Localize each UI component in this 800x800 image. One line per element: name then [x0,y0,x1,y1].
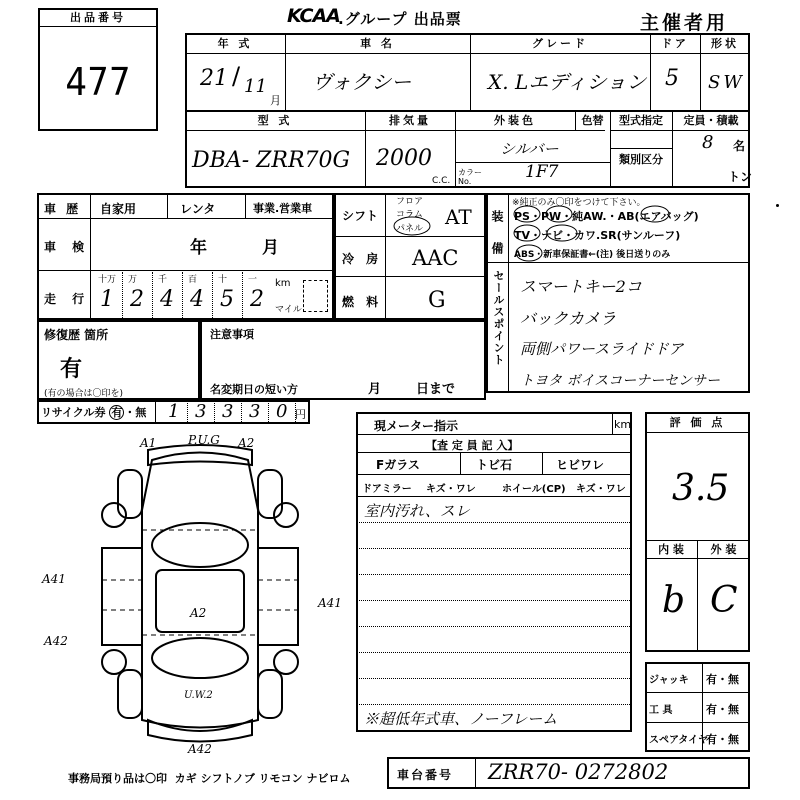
shift-option-floor[interactable]: フロア [396,197,424,207]
equipment-label: 装 備 [490,210,504,263]
recycle-unit: 円 [295,408,306,421]
inspection-label: 車 検 [44,240,91,254]
organizer-label: 主催者用 [640,12,729,34]
displacement-unit: C.C. [432,176,451,186]
name-change-month: 月 [368,382,382,397]
grade-value: X. Lエディション [488,70,647,94]
sales-point-1: スマートキー2コ [520,277,642,296]
ac-label: 冷 房 [342,252,383,266]
shape-value: SW [708,72,745,93]
diagram-label-a42-left: A42 [44,634,68,648]
equipment-row-2[interactable]: TV・ナビ・カワ.SR(サンルーフ) [514,229,681,242]
history-option-rental[interactable]: レンタ [180,202,216,216]
repair-label: 修復歴 箇所 [44,328,109,342]
type-label: 型 式 [257,114,293,127]
mileage-digit: 2 [130,287,144,312]
door-label: ドア [661,37,689,50]
mileage-digit: 4 [160,287,174,312]
mirror-label: ドアミラー [362,484,412,495]
sales-point-2: バックカメラ [520,309,617,328]
shift-option-column[interactable]: コラム [396,210,423,220]
fglass-label: Fガラス [376,458,420,472]
exterior-color-label: 外装色 [494,114,536,127]
door-value: 5 [665,66,679,91]
name-change-label: 名変期日の短い方 [210,383,298,396]
capacity-unit: 名 [733,139,746,153]
mileage-digit-label: 百 [188,275,198,285]
diagram-label-a2-top: A2 [238,436,255,450]
model-type-value: DBA- ZRR70G [192,148,351,173]
history-option-private[interactable]: 自家用 [100,202,137,216]
equipment-note: ※純正のみ〇印をつけて下さい。 [512,198,646,208]
inspector-comment-line: ※超低年式車、ノーフレーム [364,710,558,728]
notes-label: 注意事項 [210,328,254,341]
diagram-label-a41-right: A41 [318,596,342,610]
tool-value[interactable]: 有・無 [706,733,739,746]
panel-circle-mark [392,215,434,237]
mileage-digit-label: 十万 [98,275,117,285]
car-damage-diagram [40,430,360,760]
equipment-row-1[interactable]: PS・PW・純AW.・AB(エアバッグ) [514,210,699,223]
month-unit: 月 [270,94,281,107]
recycle-digit: 1 [168,401,180,422]
fuel-label: 燃 料 [342,295,383,309]
mile-label: マイル [275,305,302,315]
inspector-header: 【査 定 員 記 入】 [426,439,519,452]
rating-value: 3.5 [672,468,730,509]
tool-label: 工 具 [649,705,673,716]
tool-label: ジャッキ [649,675,689,686]
type-designation-label: 型式指定 [619,114,663,127]
recycle-digit: 3 [222,401,234,422]
exterior-value: C [710,580,738,621]
mileage-digit-label: 一 [248,275,258,285]
exterior-label: 外 装 [710,543,737,556]
grade-label: グレード [532,37,588,50]
inspection-year: 年 [190,238,207,258]
mirror-options[interactable]: キズ・ワレ [426,484,476,495]
year-value: 21 [200,66,228,91]
mile-checkbox[interactable] [303,280,328,312]
chassis-label: 車台番号 [397,768,454,782]
equipment-row-3[interactable]: ABS・新車保証書←(注) 後日送りのみ [514,250,671,260]
capacity-value: 8 [702,132,714,153]
shift-value: AT [445,205,472,229]
displacement-label: 排気量 [389,114,431,127]
meter-unit: km [614,418,632,431]
inspector-comment-line: 室内汚れ、スレ [364,502,470,520]
capacity-label: 定員・積載 [683,114,739,127]
mileage-digit-label: 万 [128,275,138,285]
recycle-label: リサイクル券 [41,406,106,419]
fglass-option-crack[interactable]: ヒビワレ [556,458,605,472]
color-no-value: 1F7 [525,162,559,182]
mileage-digit: 2 [250,287,264,312]
mileage-digit-label: 十 [218,275,228,285]
car-name-value: ヴォクシー [312,70,412,94]
mileage-digit: 5 [220,287,234,312]
diagram-label-a1: A1 [140,436,157,450]
shift-label: シフト [342,209,379,223]
name-label: 車 名 [360,37,395,50]
sales-point-4: トヨタ ボイスコーナーセンサー [520,373,721,389]
wheel-options[interactable]: キズ・ワレ [576,484,626,495]
brand-logo: KCAA [287,5,340,27]
category-label: 類別区分 [619,153,663,166]
recycle-no[interactable]: 無 [135,406,147,419]
displacement-value: 2000 [376,146,432,171]
km-label: km [275,278,291,289]
sales-point-3: 両側パワースライドドア [520,340,684,358]
lot-number-label: 出品番号 [70,11,126,24]
name-change-day: 日まで [416,382,456,397]
mileage-digit-label: 千 [158,275,168,285]
history-label: 車 歴 [44,202,82,216]
fglass-option-chip[interactable]: トビ石 [476,458,513,472]
diagram-label-a41-left: A41 [42,572,66,586]
interior-value: b [662,580,686,621]
form-title: .グループ 出品票 [338,10,462,28]
month-value: 11 [244,76,267,97]
diagram-label-uw2: U.W.2 [184,690,213,701]
chassis-value: ZRR70- 0272802 [488,760,669,784]
meter-label: 現メーター指示 [374,419,459,433]
shift-option-panel[interactable]: パネル [396,224,424,234]
diagram-label-pug: P.U.G [188,433,220,447]
recycle-digit: 3 [195,401,207,422]
recycle-digit: 3 [249,401,261,422]
shape-label: 形状 [711,37,739,50]
interior-label: 内 装 [658,543,684,556]
exterior-color-value: シルバー [500,140,559,158]
ac-value: AAC [412,246,459,270]
tool-label: スペアタイヤ [649,735,709,746]
equipment-circle-marks [507,203,707,265]
office-items: 事務局預り品は〇印 カギ シフトノブ リモコン ナビロム [68,772,351,785]
tool-value[interactable]: 有・無 [706,703,739,716]
load-unit: トン [728,170,753,184]
mileage-digit: 1 [100,287,114,312]
mileage-digit: 4 [190,287,204,312]
recycle-yes[interactable]: 有 [111,406,123,419]
color-change-label: 色替 [581,114,604,127]
lot-number-value: 477 [65,60,131,104]
diagram-label-a42-bottom: A42 [188,742,212,756]
wheel-label: ホイール(CP) [502,484,566,495]
rating-label: 評 価 点 [669,416,726,429]
color-no-label: カラー No. [458,168,482,186]
repair-value: 有 [60,357,83,382]
inspection-month: 月 [262,238,279,258]
diagram-label-a2-center: A2 [190,606,207,620]
history-option-business[interactable]: 事業.営業車 [253,202,313,215]
year-label: 年 式 [217,37,253,50]
fuel-value: G [428,288,446,313]
recycle-digit: 0 [276,401,288,422]
tool-value[interactable]: 有・無 [706,673,739,686]
sales-points-label: セールスポイント [492,270,505,366]
mileage-label: 走 行 [44,292,91,306]
repair-note: (有の場合は〇印を) [44,389,124,399]
